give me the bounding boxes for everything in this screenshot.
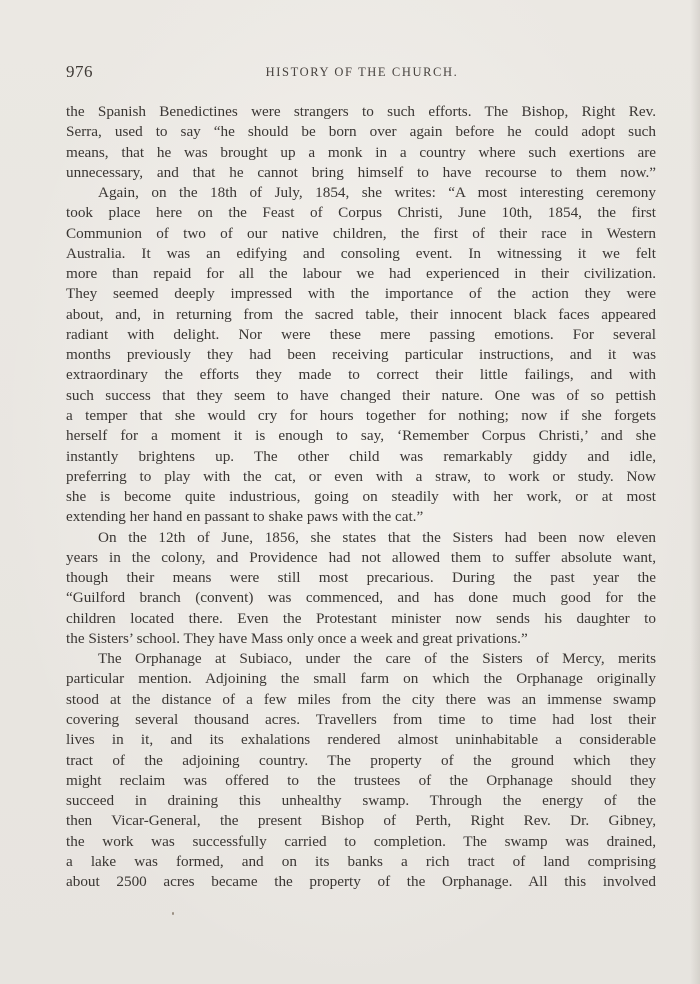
text-line: unnecessary, and that he cannot bring himself to have recourse to them now.” <box>66 163 656 181</box>
text-line: months previously they had been receiving particular instructions, and it was <box>66 346 656 364</box>
text-line: stood at the distance of a few miles from the city there was an immense swamp <box>66 690 656 708</box>
text-line: covering several thousand acres. Travellers from time to time had lost their <box>66 710 656 728</box>
text-line: the Spanish Benedictines were strangers to such efforts. The Bishop, Right Rev. <box>66 103 656 120</box>
page-header <box>66 62 658 84</box>
text-line: more than repaid for all the labour we had experienced in their civilization. <box>66 265 656 283</box>
text-line: means, that he was brought up a monk in a country where such exertions are <box>66 143 656 161</box>
page-number: 976 <box>66 62 93 81</box>
running-head: HISTORY OF THE CHURCH. <box>265 65 459 79</box>
text-line: the work was successfully carried to completion. The swamp was drained, <box>66 832 656 850</box>
body-text <box>66 102 656 892</box>
text-line: such success that they seem to have changed their nature. One was of so pettish <box>66 386 656 404</box>
text-line: On the 12th of June, 1856, she states that the Sisters had been now eleven <box>98 528 656 546</box>
text-line: the Sisters’ school. They have Mass only once a week and great privations.” <box>66 629 528 647</box>
text-line: particular mention. Adjoining the small farm on which the Orphanage originally <box>66 670 656 688</box>
text-line: Communion of two of our native children, the first of their race in Western <box>66 224 656 242</box>
text-line: a lake was formed, and on its banks a rich tract of land comprising <box>66 852 656 870</box>
text-line: might reclaim was offered to the trustees of the Orphanage should they <box>66 771 656 789</box>
text-line: instantly brightens up. The other child was remarkably giddy and idle, <box>66 447 656 465</box>
text-line: “Guilford branch (convent) was commenced, and has done much good for the <box>66 589 656 607</box>
text-line: radiant with delight. Nor were these mere passing emotions. For several <box>66 325 656 343</box>
text-line: succeed in draining this unhealthy swamp. Through the energy of the <box>66 792 656 810</box>
text-line: a temper that she would cry for hours together for nothing; now if she forgets <box>66 406 656 424</box>
text-line: extending her hand en passant to shake paws with the cat.” <box>66 508 424 526</box>
text-line: tract of the adjoining country. The property of the ground which they <box>66 751 656 769</box>
text-line: about 2500 acres became the property of the Orphanage. All this involved <box>66 873 656 891</box>
text-line: she is become quite industrious, going on steadily with her work, or at most <box>66 488 656 506</box>
text-line: preferring to play with the cat, or even with a straw, to work or study. Now <box>66 467 656 485</box>
text-line: took place here on the Feast of Corpus Christi, June 10th, 1854, the first <box>66 204 656 222</box>
text-line: extraordinary the efforts they made to correct their little failings, and with <box>66 366 656 384</box>
text-line: years in the colony, and Providence had not allowed them to suffer absolute want, <box>66 548 656 566</box>
text-line: Again, on the 18th of July, 1854, she writes: “A most interesting ceremony <box>98 184 656 202</box>
text-line: about, and, in returning from the sacred table, their innocent black faces appeared <box>66 305 656 323</box>
text-line: lives in it, and its exhalations rendered almost uninhabitable a considerable <box>66 731 656 749</box>
text-line: then Vicar-General, the present Bishop of Perth, Right Rev. Dr. Gibney, <box>66 812 656 830</box>
paper-speck <box>172 912 174 915</box>
text-line: Serra, used to say “he should be born over again before he could adopt such <box>66 123 656 141</box>
text-line: children located there. Even the Protestant minister now sends his daughter to <box>66 609 656 627</box>
text-line: Australia. It was an edifying and consoling event. In witnessing it we felt <box>66 244 656 262</box>
text-line: They seemed deeply impressed with the importance of the action they were <box>66 285 656 303</box>
page-edge-shadow <box>690 0 700 984</box>
text-line: though their means were still most precarious. During the past year the <box>66 569 656 587</box>
text-line: The Orphanage at Subiaco, under the care of the Sisters of Mercy, merits <box>98 650 656 668</box>
text-line: herself for a moment it is enough to say, ‘Remember Corpus Christi,’ and she <box>66 427 656 445</box>
